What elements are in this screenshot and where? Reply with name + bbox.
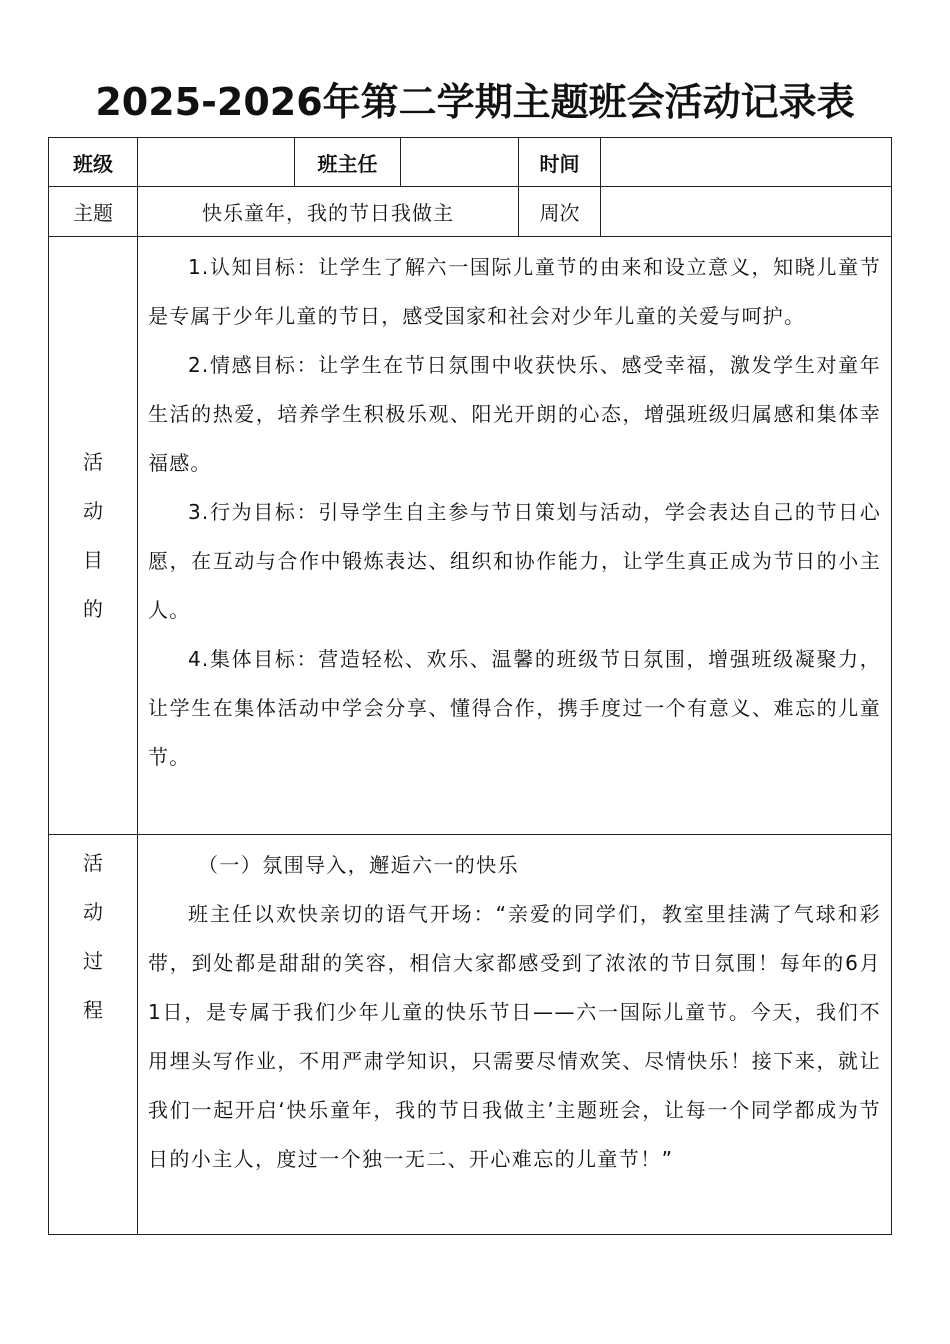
process-label <box>49 835 138 1235</box>
teacher-label: 班主任 <box>295 138 401 187</box>
process-label-char: 过 <box>83 949 103 973</box>
goals-row <box>49 237 892 835</box>
goals-label-char: 动 <box>83 498 103 523</box>
class-value[interactable] <box>138 138 295 187</box>
goals-label-char: 活 <box>83 449 103 474</box>
goals-label-char: 目 <box>83 547 103 572</box>
goals-label <box>49 237 138 835</box>
goal-paragraph: 4.集体目标：营造轻松、欢乐、温馨的班级节日氛围，增强班级凝聚力，让学生在集体活动中学会分享、懂得合作，携手度过一个有意义、难忘的儿童节。 <box>148 647 881 769</box>
page-title: 2025-2026年第二学期主题班会活动记录表 <box>95 80 855 124</box>
process-label-char: 动 <box>83 900 103 924</box>
week-label: 周次 <box>519 187 601 237</box>
goals-label-char: 的 <box>83 596 103 621</box>
process-label-char: 活 <box>83 851 103 875</box>
process-row <box>49 835 892 1235</box>
topic-value: 快乐童年，我的节日我做主 <box>138 187 519 237</box>
process-paragraph: 班主任以欢快亲切的语气开场：“亲爱的同学们，教室里挂满了气球和彩带，到处都是甜甜的笑容，相信大家都感受到了浓浓的节日氛围！每年的6月1日，是专属于我们少年儿童的快乐节日——六一国际儿童节。今天，我们不用埋头写作业，不用严肃学知识，只需要尽情欢笑、尽情快乐！接下来，就让我们一起开启‘快乐童年，我的节日我做主’主题班会，让每一个同学都成为节日的小主人，度过一个独一无二、开心难忘的儿童节！” <box>148 902 881 1171</box>
week-value[interactable] <box>601 187 892 237</box>
process-content <box>138 835 892 1235</box>
goals-content <box>138 237 892 835</box>
topic-label: 主题 <box>49 187 138 237</box>
time-label: 时间 <box>519 138 601 187</box>
process-label-char: 程 <box>83 998 103 1022</box>
goal-paragraph: 3.行为目标：引导学生自主参与节日策划与活动，学会表达自己的节日心愿，在互动与合作中锻炼表达、组织和协作能力，让学生真正成为节日的小主人。 <box>148 500 881 622</box>
record-table <box>48 137 892 1235</box>
header-row <box>49 138 892 187</box>
topic-row <box>49 187 892 237</box>
teacher-value[interactable] <box>401 138 519 187</box>
class-label: 班级 <box>49 138 138 187</box>
goal-paragraph: 2.情感目标：让学生在节日氛围中收获快乐、感受幸福，激发学生对童年生活的热爱，培养学生积极乐观、阳光开朗的心态，增强班级归属感和集体幸福感。 <box>148 353 881 475</box>
time-value[interactable] <box>601 138 892 187</box>
goal-paragraph: 1.认知目标：让学生了解六一国际儿童节的由来和设立意义，知晓儿童节是专属于少年儿童的节日，感受国家和社会对少年儿童的关爱与呵护。 <box>148 255 881 328</box>
process-section-title: （一）氛围导入，邂逅六一的快乐 <box>198 853 519 877</box>
